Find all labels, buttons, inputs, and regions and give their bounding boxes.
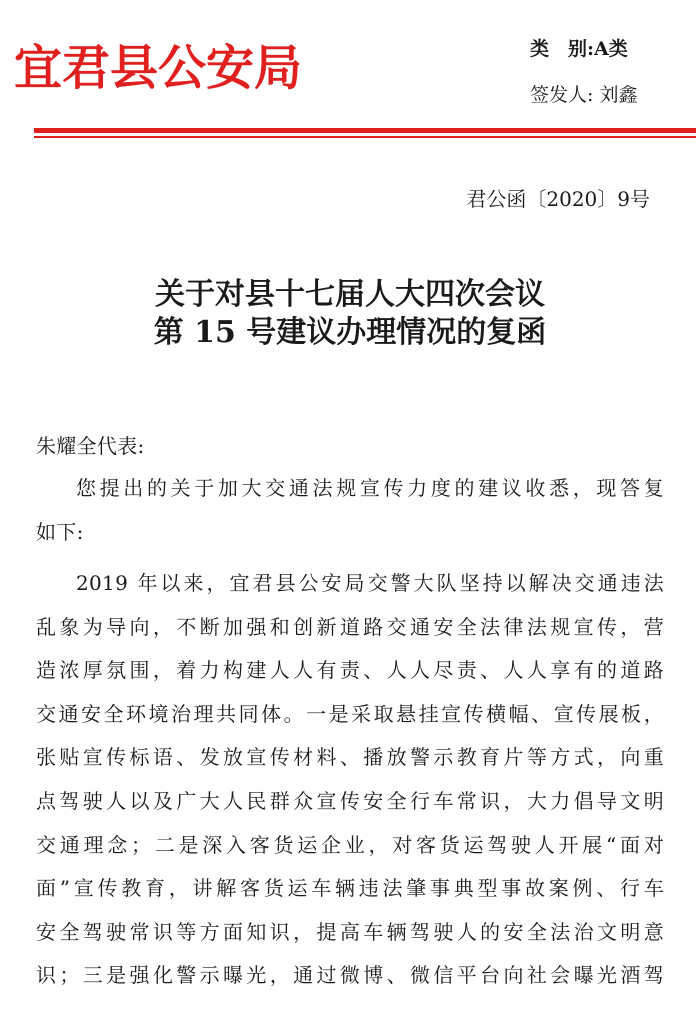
category-label: 类 别:	[530, 38, 595, 60]
paragraph-line: 交通安全环境治理共同体。一是采取悬挂宣传横幅、宣传展板，	[36, 701, 664, 726]
document-title-line-1: 关于对县十七届人大四次会议	[155, 277, 545, 312]
paragraph-line: 张贴宣传标语、发放宣传材料、播放警示教育片等方式，向重	[36, 745, 664, 770]
category-value: A类	[594, 38, 628, 60]
issuer-value: 刘鑫	[599, 84, 638, 106]
document-issuer	[530, 82, 637, 108]
paragraph-line: 您提出的关于加大交通法规宣传力度的建议收悉，现答复	[76, 476, 664, 500]
paragraph-line: 2019 年以来，宜君县公安局交警大队坚持以解决交通违法	[76, 571, 664, 595]
letterhead-rule-thick	[34, 128, 696, 133]
paragraph-reply-intro	[36, 467, 664, 554]
salutation: 朱耀全代表:	[36, 434, 145, 458]
document-title-line-2: 第 15 号建议办理情况的复函	[153, 315, 547, 350]
paragraph-line: 安全驾驶常识等方面知识，提高车辆驾驶人的安全法治文明意	[36, 919, 664, 944]
letterhead-rule-thin	[34, 136, 696, 138]
paragraph-line: 造浓厚氛围，着力构建人人有责、人人尽责、人人享有的道路	[36, 658, 664, 683]
paragraph-line: 面”宣传教育，讲解客货运车辆违法肇事典型事故案例、行车	[36, 876, 664, 901]
paragraph-line: 乱象为导向，不断加强和创新道路交通安全法律法规宣传，营	[36, 614, 664, 639]
document-category	[530, 36, 628, 62]
issuer-label: 签发人:	[530, 84, 594, 106]
paragraph-measures	[36, 562, 664, 998]
document-number: 君公函〔2020〕9号	[466, 187, 650, 211]
paragraph-line: 如下:	[36, 519, 84, 544]
paragraph-line: 识；三是强化警示曝光，通过微博、微信平台向社会曝光酒驾	[36, 963, 664, 988]
paragraph-line: 点驾驶人以及广大人民群众宣传安全行车常识，大力倡导文明	[36, 788, 664, 813]
org-letterhead-title: 宜君县公安局	[14, 40, 303, 96]
paragraph-line: 交通理念；二是深入客货运企业，对客货运驾驶人开展“面对	[36, 832, 664, 857]
